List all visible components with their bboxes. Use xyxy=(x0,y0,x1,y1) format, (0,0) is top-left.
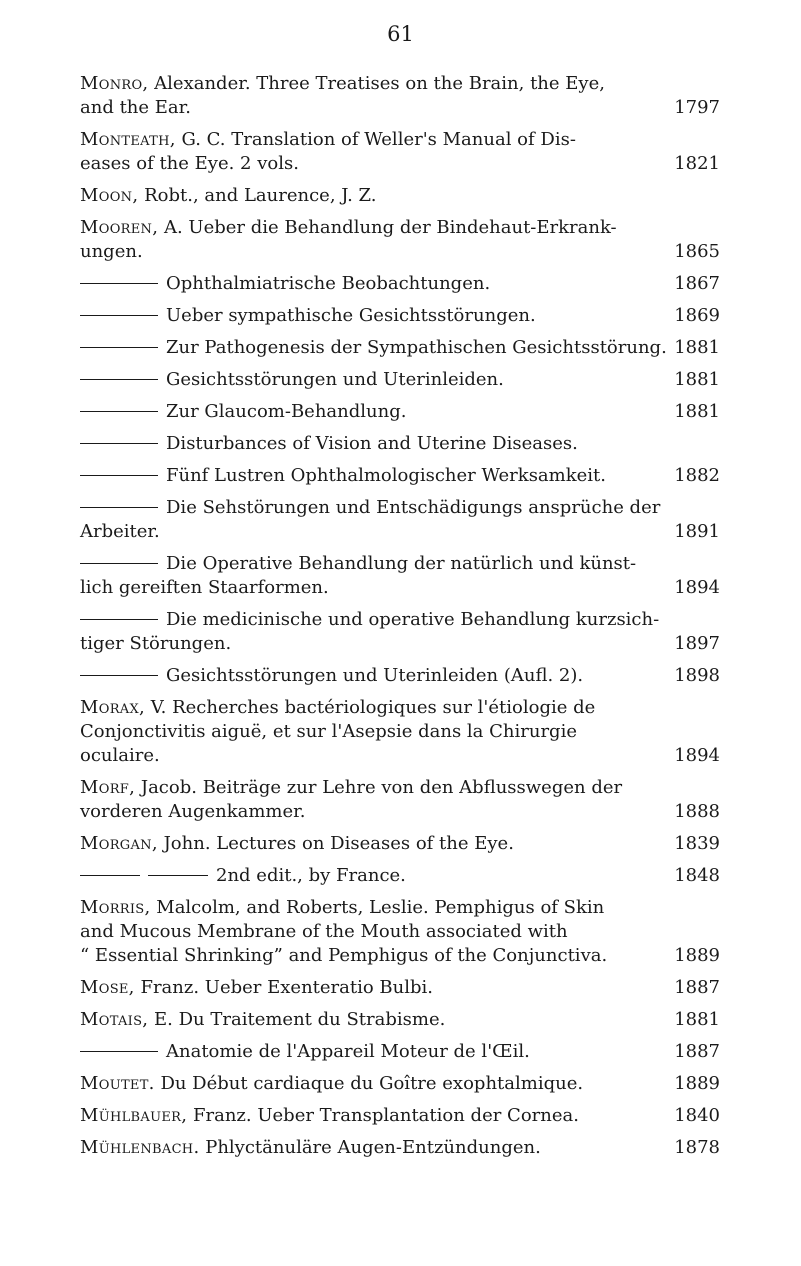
entry-year: 1867 xyxy=(674,273,720,294)
entry-first-line xyxy=(112,400,720,424)
ditto-dash xyxy=(80,283,158,284)
entry-title: Alexander. Three Treatises on the Brain, the Eye, xyxy=(154,73,605,94)
entry-title: Die Operative Behandlung der natürlich und künst- xyxy=(166,553,637,574)
bibliography-entry xyxy=(80,1104,720,1128)
entry-title: Franz. Ueber Transplantation der Cornea. xyxy=(193,1105,579,1126)
entry-year: 1894 xyxy=(674,577,720,598)
entry-title: Die medicinische und operative Behandlung kurzsich- xyxy=(166,609,660,630)
bibliography-entry xyxy=(80,336,720,360)
ditto-dash xyxy=(80,347,158,348)
entry-year: 1881 xyxy=(674,401,720,422)
entry-title: Anatomie de l'Appareil Moteur de l'Œil. xyxy=(166,1041,530,1062)
bibliography-entry xyxy=(80,976,720,1000)
entry-first-line xyxy=(112,464,720,488)
entry-first-line xyxy=(80,832,720,856)
entry-continuation: 1894 lich gereiften Staarformen. xyxy=(80,577,720,598)
entry-title: Ophthalmiatrische Beobachtungen. xyxy=(166,273,491,294)
bibliography-entry xyxy=(80,496,720,544)
bibliography-entry xyxy=(80,72,720,120)
entry-author: Mose, xyxy=(80,977,135,998)
ditto-dash xyxy=(80,619,158,620)
ditto-dash xyxy=(80,1051,158,1052)
entry-title: Franz. Ueber Exenteratio Bulbi. xyxy=(140,977,434,998)
ditto-dash xyxy=(80,507,158,508)
entry-author: Mühlenbach. xyxy=(80,1137,200,1158)
entry-author: Morf, xyxy=(80,777,136,798)
bibliography-entry xyxy=(80,1040,720,1064)
entry-year: 1878 xyxy=(674,1137,720,1158)
entry-author: Mooren, xyxy=(80,217,159,238)
bibliography-entry xyxy=(80,608,720,656)
entry-year: 1881 xyxy=(674,1009,720,1030)
entry-first-line xyxy=(80,1136,720,1160)
ditto-dash xyxy=(148,875,208,876)
ditto-dash xyxy=(80,411,158,412)
entry-first-line xyxy=(80,896,720,920)
bibliography-entry xyxy=(80,552,720,600)
entry-first-line xyxy=(80,1072,720,1096)
entry-author: Moon, xyxy=(80,185,139,206)
entry-author: Monro, xyxy=(80,73,149,94)
entry-continuation: 1888 vorderen Augenkammer. xyxy=(80,801,720,822)
entry-title: 2nd edit., by France. xyxy=(216,865,406,886)
entry-continuation: 1797 and the Ear. xyxy=(80,97,720,118)
entry-year: 1821 xyxy=(674,153,720,174)
entry-year: 1797 xyxy=(674,97,720,118)
bibliography-entry xyxy=(80,776,720,824)
entry-first-line xyxy=(112,552,720,576)
bibliography-entry xyxy=(80,1008,720,1032)
entry-author: Morax, xyxy=(80,697,146,718)
bibliography-entry xyxy=(80,304,720,328)
entry-title: John. Lectures on Diseases of the Eye. xyxy=(163,833,514,854)
entry-year: 1889 xyxy=(674,1073,720,1094)
entry-title: Fünf Lustren Ophthalmologischer Werksamkeit. xyxy=(166,465,607,486)
entry-first-line xyxy=(80,696,720,720)
entry-title: Jacob. Beiträge zur Lehre von den Abflusswegen der xyxy=(140,777,623,798)
entry-continuation: 1891 Arbeiter. xyxy=(80,521,720,542)
bibliography-entry xyxy=(80,216,720,264)
entry-first-line xyxy=(80,216,720,240)
entry-continuation: 1889 “ Essential Shrinking” and Pemphigus of the Conjunctiva. xyxy=(80,945,720,966)
entry-year: 1894 xyxy=(674,745,720,766)
entry-title: Gesichtsstörungen und Uterinleiden (Aufl. 2). xyxy=(166,665,584,686)
entry-author: Morris, xyxy=(80,897,151,918)
entry-first-line xyxy=(112,608,720,632)
bibliography-entry xyxy=(80,832,720,856)
entry-first-line xyxy=(112,336,720,360)
entry-year: 1898 xyxy=(674,665,720,686)
entry-title: G. C. Translation of Weller's Manual of Dis- xyxy=(181,129,576,150)
entry-title: Malcolm, and Roberts, Leslie. Pemphigus of Skin xyxy=(156,897,605,918)
entry-author: Monteath, xyxy=(80,129,176,150)
bibliography-entry xyxy=(80,664,720,688)
bibliography-entry xyxy=(80,864,720,888)
bibliography-list xyxy=(80,72,720,1168)
entry-title: Du Début cardiaque du Goître exophtalmique. xyxy=(160,1073,584,1094)
entry-title: E. Du Traitement du Strabisme. xyxy=(154,1009,446,1030)
entry-continuation: 1865 ungen. xyxy=(80,241,720,262)
entry-year: 1869 xyxy=(674,305,720,326)
entry-year: 1888 xyxy=(674,801,720,822)
entry-title: Zur Glaucom-Behandlung. xyxy=(166,401,407,422)
bibliography-entry xyxy=(80,1136,720,1160)
entry-first-line xyxy=(80,184,720,208)
ditto-dash xyxy=(80,563,158,564)
entry-year: 1848 xyxy=(674,865,720,886)
entry-continuation: and Mucous Membrane of the Mouth associated with xyxy=(80,921,568,942)
entry-continuation: Conjonctivitis aiguë, et sur l'Asepsie dans la Chirurgie xyxy=(80,721,577,742)
entry-year: 1891 xyxy=(674,521,720,542)
entry-first-line xyxy=(112,496,720,520)
entry-year: 1887 xyxy=(674,1041,720,1062)
ditto-dash xyxy=(80,475,158,476)
bibliography-entry xyxy=(80,896,720,968)
page-number: 61 xyxy=(387,22,414,46)
bibliography-entry xyxy=(80,432,720,456)
entry-first-line xyxy=(80,72,720,96)
bibliography-entry xyxy=(80,368,720,392)
entry-author: Morgan, xyxy=(80,833,158,854)
entry-title: Robt., and Laurence, J. Z. xyxy=(144,185,377,206)
bibliography-entry xyxy=(80,184,720,208)
entry-first-line xyxy=(112,664,720,688)
entry-first-line xyxy=(112,432,720,456)
entry-author: Mühlbauer, xyxy=(80,1105,188,1126)
entry-continuation: 1894 oculaire. xyxy=(80,745,720,766)
entry-first-line xyxy=(80,976,720,1000)
entry-year: 1839 xyxy=(674,833,720,854)
bibliography-entry xyxy=(80,128,720,176)
ditto-dash xyxy=(80,379,158,380)
ditto-dash xyxy=(80,875,140,876)
entry-first-line xyxy=(112,368,720,392)
entry-first-line xyxy=(112,1040,720,1064)
entry-year: 1897 xyxy=(674,633,720,654)
entry-year: 1887 xyxy=(674,977,720,998)
entry-year: 1840 xyxy=(674,1105,720,1126)
entry-continuation: 1821 eases of the Eye. 2 vols. xyxy=(80,153,720,174)
entry-author: Moutet. xyxy=(80,1073,155,1094)
ditto-dash xyxy=(80,675,158,676)
entry-first-line xyxy=(80,776,720,800)
entry-first-line xyxy=(80,1008,720,1032)
entry-title: Die Sehstörungen und Entschädigungs ansprüche der xyxy=(166,497,661,518)
entry-first-line xyxy=(112,864,720,888)
ditto-dash xyxy=(80,443,158,444)
entry-title: Disturbances of Vision and Uterine Diseases. xyxy=(166,433,578,454)
entry-first-line xyxy=(80,128,720,152)
entry-first-line xyxy=(112,272,720,296)
entry-title: V. Recherches bactériologiques sur l'étiologie de xyxy=(150,697,596,718)
entry-year: 1881 xyxy=(674,369,720,390)
entry-title: Zur Pathogenesis der Sympathischen Gesichtsstörung. xyxy=(166,337,667,358)
entry-year: 1882 xyxy=(674,465,720,486)
entry-title: Gesichtsstörungen und Uterinleiden. xyxy=(166,369,504,390)
entry-title: Ueber sympathische Gesichtsstörungen. xyxy=(166,305,536,326)
bibliography-entry xyxy=(80,1072,720,1096)
entry-year: 1881 xyxy=(674,337,720,358)
entry-title: A. Ueber die Behandlung der Bindehaut-Erkrank- xyxy=(163,217,617,238)
entry-year: 1865 xyxy=(674,241,720,262)
entry-year: 1889 xyxy=(674,945,720,966)
bibliography-entry xyxy=(80,696,720,768)
entry-continuation: 1897 tiger Störungen. xyxy=(80,633,720,654)
ditto-dash xyxy=(80,315,158,316)
bibliography-entry xyxy=(80,464,720,488)
entry-first-line xyxy=(80,1104,720,1128)
bibliography-entry xyxy=(80,272,720,296)
bibliography-entry xyxy=(80,400,720,424)
entry-title: Phlyctänuläre Augen-Entzündungen. xyxy=(205,1137,541,1158)
entry-first-line xyxy=(112,304,720,328)
entry-author: Motais, xyxy=(80,1009,149,1030)
